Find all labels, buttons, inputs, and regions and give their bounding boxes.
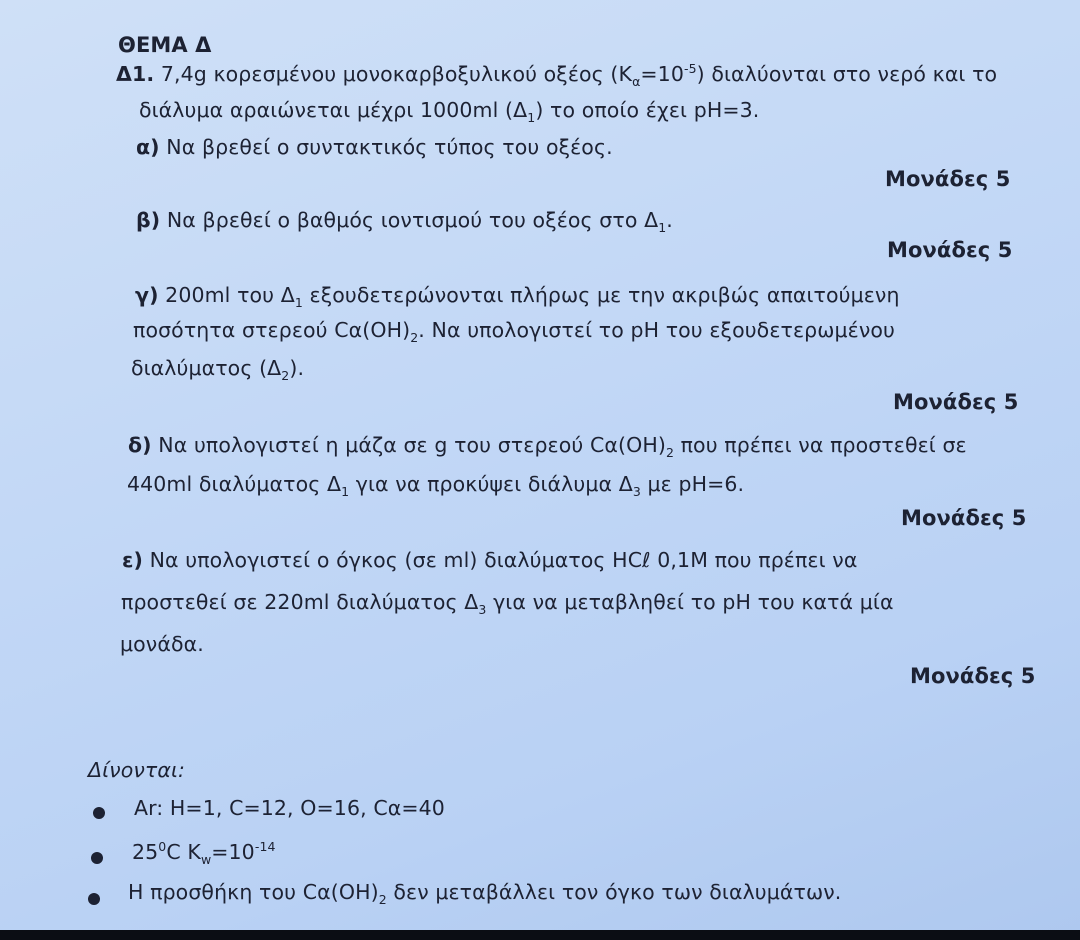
question-c-l3-sub: 2 <box>281 368 290 384</box>
bullet-1 <box>93 807 105 819</box>
question-c-l2-b: . Να υπολογιστεί το pH του εξουδετερωμένου <box>418 318 895 342</box>
question-a <box>136 135 613 159</box>
given-item-1: Ar: H=1, C=12, O=16, Cα=40 <box>134 796 445 820</box>
given-item2-exp: -14 <box>254 839 276 855</box>
given-item-3 <box>128 880 842 908</box>
question-e-line-3: μονάδα. <box>120 632 204 656</box>
question-c-l1-sub: 1 <box>294 295 303 311</box>
d1-line2-sub: 1 <box>527 110 536 126</box>
d1-line2-a: διάλυμα αραιώνεται μέχρι 1000ml (Δ <box>139 98 528 122</box>
question-d-l1-a: Να υπολογιστεί η μάζα σε g του στερεού Cα(OH) <box>158 433 666 457</box>
d1-line-2 <box>139 98 760 126</box>
question-c-line-1 <box>135 283 900 311</box>
question-b-text-b: . <box>666 208 673 232</box>
d1-intro-a: κορεσμένου μονοκαρβοξυλικού οξέος (K <box>213 62 633 86</box>
question-e-line-1 <box>122 548 857 572</box>
given-item2-sup: 0 <box>158 839 167 855</box>
given-item-2 <box>132 839 276 868</box>
bullet-2 <box>91 852 103 864</box>
marks-d: Μονάδες 5 <box>901 506 1027 530</box>
bullet-3 <box>88 893 100 905</box>
given-heading: Δίνονται: <box>88 758 186 782</box>
question-c-line-2 <box>133 318 895 346</box>
marks-c: Μονάδες 5 <box>893 390 1019 414</box>
question-d-label: δ) <box>128 433 152 457</box>
question-d-l2-c: με pH=6. <box>640 472 745 496</box>
given-item2-sub: w <box>200 852 212 868</box>
question-d-l1-sub: 2 <box>665 445 674 461</box>
question-a-text: Να βρεθεί ο συντακτικός τύπος του οξέος. <box>166 135 613 159</box>
question-c-l1-b: εξουδετερώνονται πλήρως με την ακριβώς απαιτούμενη <box>302 283 900 307</box>
d1-intro-b: ) διαλύονται στο νερό και το <box>696 62 998 86</box>
question-b-sub: 1 <box>658 220 667 236</box>
ka-exponent: -5 <box>683 61 697 77</box>
question-c-l1-a: 200ml του Δ <box>165 283 295 307</box>
ka-eq: =10 <box>640 62 684 86</box>
question-e-line-2 <box>121 590 894 618</box>
question-d-line-2 <box>127 472 745 500</box>
question-b-text-a: Να βρεθεί ο βαθμός ιοντισμού του οξέος στο Δ <box>166 208 659 232</box>
question-d-l2-b: για να προκύψει διάλυμα Δ <box>349 472 633 496</box>
question-e-l2-a: προστεθεί σε 220ml διαλύματος Δ <box>121 590 479 614</box>
question-d-l1-b: που πρέπει να προστεθεί σε <box>674 433 967 457</box>
d1-mass: 7,4g <box>160 62 207 86</box>
ka-subscript: α <box>632 74 641 90</box>
given-item3-a: Η προσθήκη του Cα(OH) <box>128 880 379 904</box>
question-b <box>136 208 673 236</box>
given-item2-a: 25 <box>132 840 159 864</box>
question-e-l2-sub: 3 <box>478 602 487 618</box>
question-c-l2-a: ποσότητα στερεού Cα(OH) <box>133 318 411 342</box>
question-c-l3-a: διαλύματος (Δ <box>131 356 282 380</box>
question-a-label: α) <box>136 135 160 159</box>
given-item2-b: C K <box>166 840 201 864</box>
question-e-l2-b: για να μεταβληθεί το pH του κατά μία <box>486 590 894 614</box>
marks-e: Μονάδες 5 <box>910 664 1036 688</box>
question-d-l2-a: 440ml διαλύματος Δ <box>127 472 342 496</box>
d1-line-1 <box>116 61 998 90</box>
question-c-label: γ) <box>135 283 159 307</box>
question-c-l2-sub: 2 <box>410 330 419 346</box>
photo-bottom-edge <box>0 930 1080 940</box>
question-d-l2-sub: 1 <box>341 484 350 500</box>
question-e-l1: Να υπολογιστεί ο όγκος (σε ml) διαλύματος HCℓ 0,1M που πρέπει να <box>149 548 858 572</box>
given-item3-sub: 2 <box>378 892 387 908</box>
d1-label: Δ1. <box>116 62 155 86</box>
marks-a: Μονάδες 5 <box>885 167 1011 191</box>
question-e-label: ε) <box>122 548 143 572</box>
question-d-l2-sub2: 3 <box>632 484 641 500</box>
question-c-l3-b: ). <box>289 356 305 380</box>
page-title: ΘΕΜΑ Δ <box>118 33 212 57</box>
question-b-label: β) <box>136 208 161 232</box>
given-item2-c: =10 <box>211 840 255 864</box>
marks-b: Μονάδες 5 <box>887 238 1013 262</box>
d1-line2-b: ) το οποίο έχει pH=3. <box>535 98 760 122</box>
question-d-line-1 <box>128 433 967 461</box>
question-c-line-3 <box>131 356 305 384</box>
given-item3-b: δεν μεταβάλλει τον όγκο των διαλυμάτων. <box>386 880 842 904</box>
